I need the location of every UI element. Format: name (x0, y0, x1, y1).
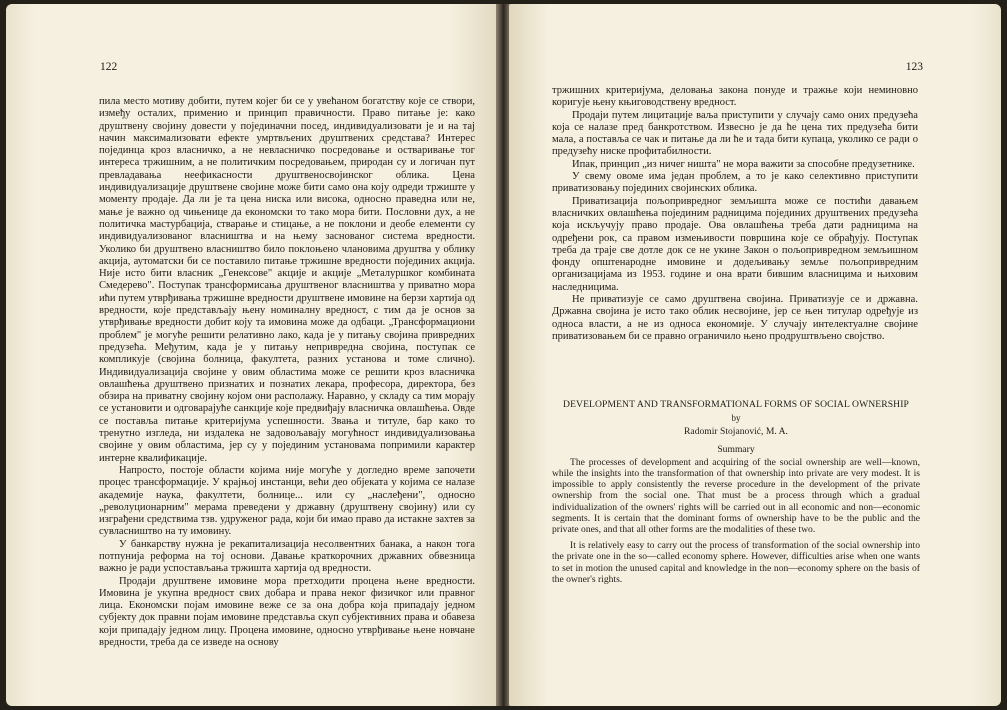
summary-by: by (731, 413, 741, 424)
right-page (509, 4, 1001, 706)
page-number-right: 123 (905, 61, 923, 73)
paragraph: тржишних критеријума, деловања закона понуде и тражње који неминовно коригује њену књиговодствену вредност. (552, 85, 918, 109)
paragraph: пила место мотиву добити, путем којег би се у увећаном богатству које се створи, између осталих, применио и принцип правичности. Право питање је: како друштвену својину довести у појединачни посед, индивидуализовати је и на тај начин максимализовати ефекте умртвљених друштвених средстава? Интерес појединца кроз власничко, а не невласничко посредовање и остваривање тог интереса тржишним, а не политичким посредовањем, природан су и логичан пут превладавања неефикасности друштвеносвојинског облика. Цена индивидуализације друштвене својине може бити само она коју одреди тржиште у моменту продаје. Да ли је та цена ниска или висока, односно праведна или не, мање је важно од чињенице да економски то тако мора бити. Пословни дух, а не политичка мастурбација, стварање и стицање, а не поклони и деобе елементи су индивидуализованог власништва и на њему заснованог система вредности. Уколико би друштвено власништво било поклоњено члановима друштва у облику акција, аутоматски би се поставило питање тржишне вредности појединих акција. Није исто бити власник „Генексове" акције и акције „Металуршког комбината Смедерево". Поступак трансформисања друштвеног власништва у приватно мора ићи путем утврђивања тржишне вредности друштвене имовине на берзи хартија од вредности, које представљају њену номиналну вредност, с тим да је основ за утврђивање вредности добит коју та имовина може да одбаци. „Трансформациони проблем" је могуће решити релативно лако, када је у питању својина привредних предузећа. Међутим, када је у питању непривредна својина, поступак се компликује (својина болница, факултета, разних установа и томе слично). Индивидуализација својине у овим областима може се решити кроз власничка овлашћења друштвено признатих и познатих лекара, професора, директора, без обзира на приватну својину којом они располажу. Наравно, у складу са тим морају се установити и одговарајуће санкције које предвиђају власничка овлашћења. Овде се поставља питање критеријума успешности. Звања и титуле, бар како то тренутно изгледа, ни издалека не задовољавају могућност индивидуализовања својине у овим областима, јер су у појединим установама попримили карактер интерне квалификације. (99, 96, 475, 464)
paragraph: Ипак, принцип „из ничег ништа" не мора важити за способне предузетнике. (572, 158, 915, 170)
summary-paragraph: The processes of development and acquiring of the social ownership are well—known, while the insights into the transformation of that ownership into private are very modest. It is impossible to apply consistently the reverse procedure in the development of the private ownership from the social one. That must be a process through which a gradual individualization of the owners' rights will be carried out in all economic and non—economic segments. It is certain that the dominant forms of ownership have to be the public and the private ones, and that all other forms are the modalities of these two. (552, 456, 920, 536)
paragraph: У свему овоме има један проблем, а то је како селективно приступити приватизовању појединих својинских облика. (552, 171, 918, 195)
summary-paragraph: It is relatively easy to carry out the process of transformation of the social ownership into the private one in the so—called economy sphere. However, difficulties arise when one wants to set in motion the unused capital and knowledge in the non—economy sphere on the basis of the owner's rights. (552, 540, 920, 585)
paragraph: Не приватизује се само друштвена својина. Приватизује се и државна. Државна својина је исто тако облик несвојине, јер се њен титулар одређује из односа власти, а не из односа економије. У случају интелектуалне својине приватизовањем би се правно ограничило њено продруштвљено својство. (552, 294, 918, 342)
paragraph: Приватизација пољопривредног земљишта може се постићи давањем власничких овлашћења појединим радницима појединих друштвених предузећа која искључују право продаје. Ова овлашћења треба дати радницима на одређени рок, са правом измењивости површина које се обрађују. Поступак треба да траје све дотле док се не укине Закон о пољопривредном земљишном фонду општенародне имовине и додељивању земље пољопривредним организацијама из 1953. године и она врати бившим власницима и њиховим наследницима. (552, 195, 918, 293)
paragraph: Продаји путем лицитације ваља приступити у случају само оних предузећа која се налазе пред банкротством. Извесно је да ће цена тих предузећа бити мала, а поставља се чак и питање да ли ће и тада бити купаца, уколико се ради о предузећу ниске профитабилности. (552, 109, 918, 158)
summary-author: Radomir Stojanović, M. A. (684, 426, 788, 438)
paragraph: Напросто, постоје области којима није могуће у догледно време започети процес трансформације. У крајњој инстанци, већи део објеката у којима се налазе академије наука, факултети, болнице... или су „наслеђени", односно „револуционарним" мерама преведени у државну (друштвену својину) или су изграђени средствима тзв. удруженог рада, који би имао право да истакне захтев за сувласништво на ту имовину. (99, 464, 475, 538)
page-number-left: 122 (100, 61, 118, 73)
summary-heading: Summary (717, 443, 755, 455)
right-page-text (552, 85, 918, 343)
paragraph: У банкарству нужна је рекапитализација несолвентних банака, а након тога потпунија реформа на тој основи. Давање краткорочних државних обвезница важно је ради успостављања тржишта хартија од вредности. (99, 538, 475, 575)
left-page (6, 4, 498, 706)
left-page-text (99, 96, 475, 649)
summary-title: DEVELOPMENT AND TRANSFORMATIONAL FORMS OF SOCIAL OWNERSHIP (563, 399, 909, 410)
english-summary (552, 399, 920, 585)
paragraph: Продаји друштвене имовине мора претходити процена њене вредности. Имовина је укупна вредност свих добара и права неког физичког или правног лица. Економски појам имовине веже се за она добра која припадају једном субјекту док правни појам имовине представља скуп субјективних права и обавеза који припадају једном лицу. Процена имовине, односно утврђивање њене новчане вредности, треба да се изведе на основу (99, 575, 475, 649)
